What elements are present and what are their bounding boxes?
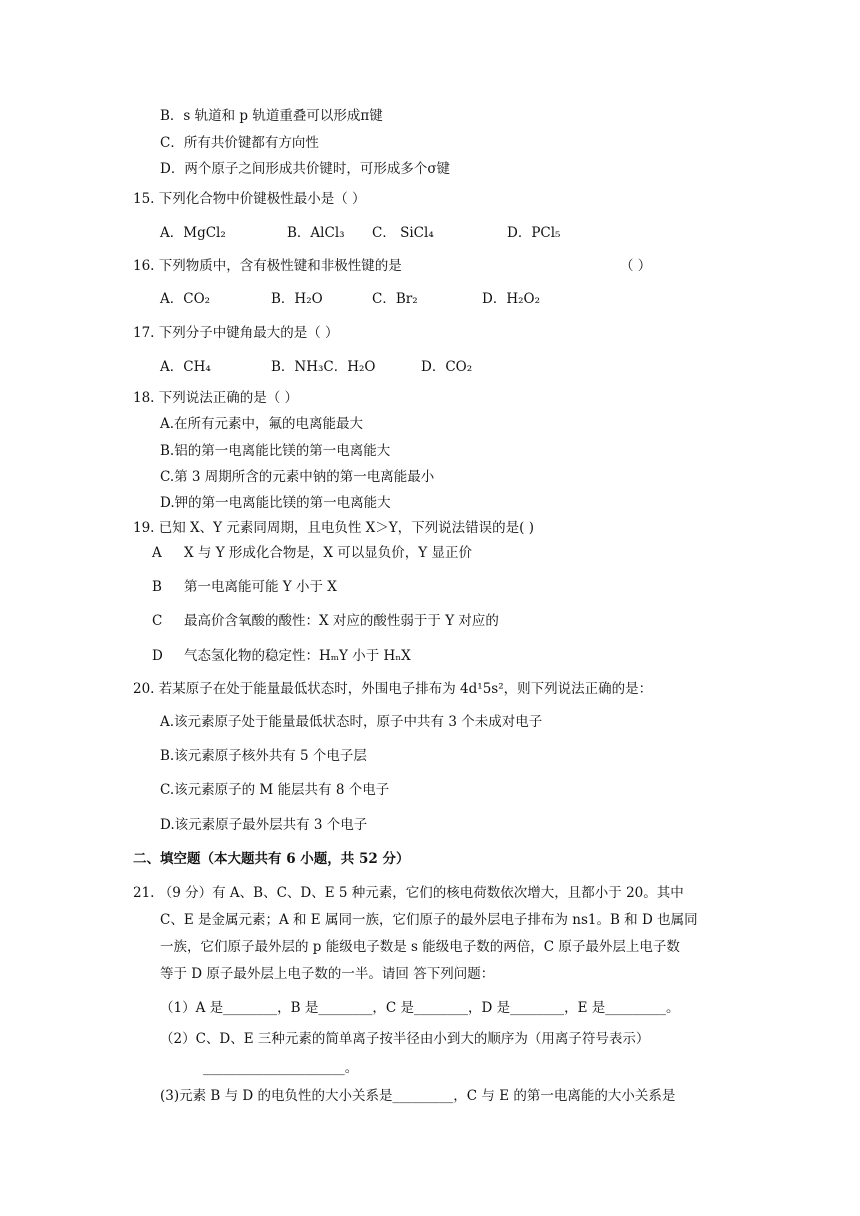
q19-option-a-text: X 与 Y 形成化合物是，X 可以显负价，Y 显正价 [184, 545, 473, 561]
q14-option-d: D．两个原子之间形成共价键时，可形成多个σ键 [160, 161, 451, 177]
q21-line-1: 21. （9 分）有 A、B、C、D、E 5 种元素，它们的核电荷数依次增大，且都小于 20。其中 [133, 885, 684, 901]
q16-option-c: C．Br₂ [372, 291, 418, 307]
q14-option-c: C．所有共价键都有方向性 [160, 135, 319, 151]
q16-option-a: A．CO₂ [160, 291, 211, 307]
q17-stem: 17. 下列分子中键角最大的是（ ） [133, 325, 339, 341]
q19-option-b-letter: B [152, 579, 162, 595]
q14-option-b: B．s 轨道和 p 轨道重叠可以形成π键 [160, 108, 383, 124]
q15-option-c: C． SiCl₄ [372, 225, 434, 241]
section-2-heading: 二、填空题（本大题共有 6 小题，共 52 分） [133, 851, 410, 867]
q20-stem: 20. 若某原子在处于能量最低状态时，外围电子排布为 4d¹5s²，则下列说法正确的是： [133, 681, 653, 697]
q17-option-a: A．CH₄ [160, 359, 211, 375]
q20-option-b: B.该元素原子核外共有 5 个电子层 [160, 748, 367, 764]
q20-option-d: D.该元素原子最外层共有 3 个电子 [160, 817, 368, 833]
q19-option-d-text: 气态氢化物的稳定性：HₘY 小于 HₙX [184, 648, 411, 664]
q18-option-d: D.钾的第一电离能比镁的第一电离能大 [160, 495, 391, 511]
q19-option-b-text: 第一电离能可能 Y 小于 X [184, 579, 337, 595]
q16-option-b: B．H₂O [271, 291, 323, 307]
q16-answer-paren: （ ） [620, 258, 652, 274]
q21-line-4: 等于 D 原子最外层上电子数的一半。请回 答下列问题： [160, 966, 495, 982]
q19-option-c-letter: C [152, 613, 163, 629]
q15-stem: 15. 下列化合物中价键极性最小是（ ） [133, 191, 366, 207]
q21-sub-3: (3)元素 B 与 D 的电负性的大小关系是_________，C 与 E 的第一电离能的大小关系是 [160, 1088, 676, 1104]
q19-stem: 19. 已知 X、Y 元素同周期，且电负性 X＞Y，下列说法错误的是( ) [133, 520, 535, 536]
q15-option-b: B．AlCl₃ [287, 225, 345, 241]
q20-option-c: C.该元素原子的 M 能层共有 8 个电子 [160, 782, 390, 798]
q19-option-a-letter: A [152, 545, 162, 561]
q18-option-a: A.在所有元素中，氟的电离能最大 [160, 416, 364, 432]
q15-option-a: A．MgCl₂ [160, 225, 226, 241]
q20-option-a: A.该元素原子处于能量最低状态时，原子中共有 3 个未成对电子 [160, 714, 543, 730]
q21-sub-2: （2）C、D、E 三种元素的简单离子按半径由小到大的顺序为（用离子符号表示） [160, 1031, 650, 1047]
q19-option-c-text: 最高价含氧酸的酸性：X 对应的酸性弱于于 Y 对应的 [184, 613, 499, 629]
q16-option-d: D．H₂O₂ [482, 291, 540, 307]
q18-stem: 18. 下列说法正确的是（ ） [133, 390, 299, 406]
q18-option-c: C.第 3 周期所含的元素中钠的第一电离能最小 [160, 469, 435, 485]
q21-sub-1: （1）A 是________，B 是________，C 是________，D 是________，E 是_________。 [160, 1000, 680, 1016]
q16-stem: 16. 下列物质中，含有极性键和非极性键的是 [133, 258, 402, 274]
q15-option-d: D．PCl₅ [507, 225, 561, 241]
q17-option-d: D．CO₂ [421, 359, 473, 375]
q17-option-bc: B．NH₃C．H₂O [271, 359, 376, 375]
q21-line-2: C、E 是金属元素；A 和 E 属同一族，它们原子的最外层电子排布为 ns1。B 和 D 也属同 [160, 912, 698, 928]
q21-line-3: 一族，它们原子最外层的 p 能级电子数是 s 能级电子数的两倍，C 原子最外层上电子数 [160, 939, 680, 955]
q19-option-d-letter: D [152, 648, 163, 664]
q21-sub-2-blank: _____________________。 [203, 1060, 359, 1076]
q18-option-b: B.铝的第一电离能比镁的第一电离能大 [160, 443, 391, 459]
